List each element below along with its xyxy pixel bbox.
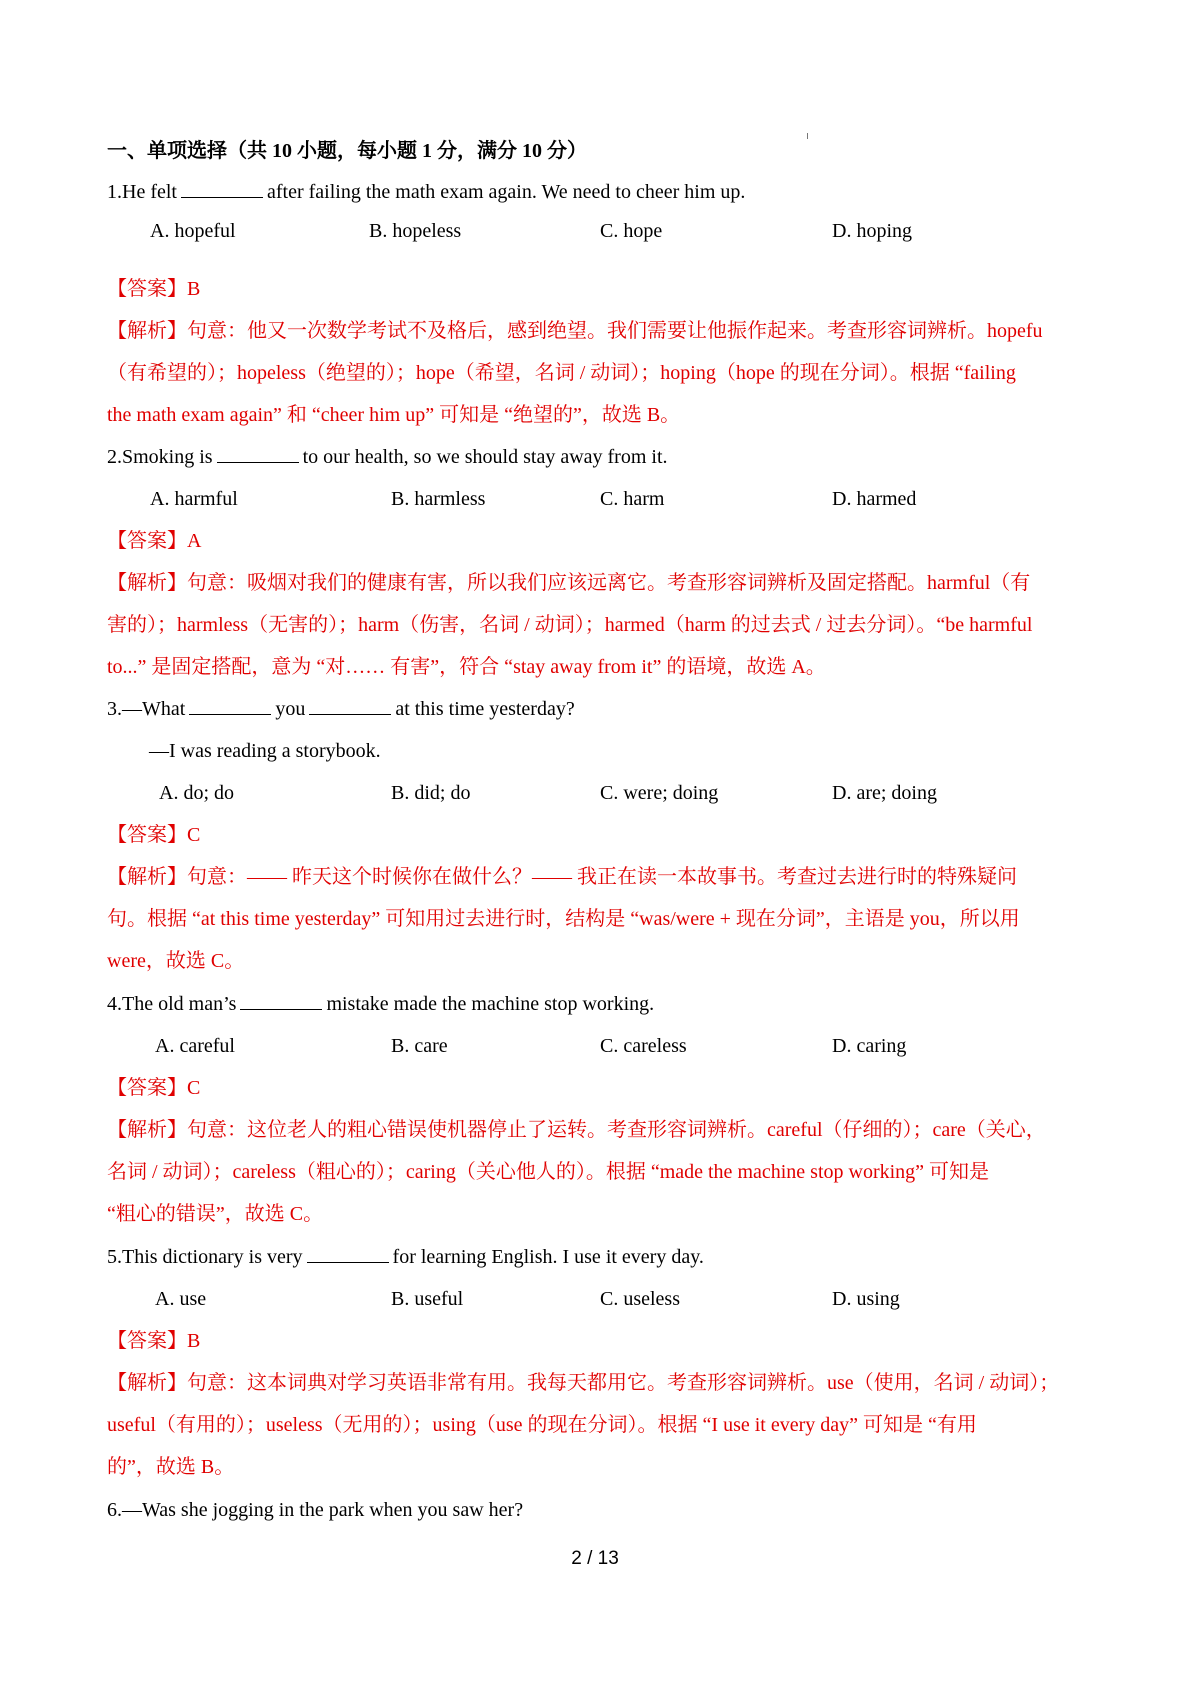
analysis-3-line-1: 【解析】句意：—— 昨天这个时候你在做什么？—— 我正在读一本故事书。考查过去进行时的特殊疑问 bbox=[107, 866, 1017, 888]
question-2 bbox=[107, 444, 668, 470]
option-b: B. harmless bbox=[391, 488, 486, 510]
question-text: to our health, so we should stay away from it. bbox=[302, 446, 668, 468]
question-text: for learning English. I use it every day. bbox=[392, 1246, 704, 1268]
analysis-4-line-1: 【解析】句意：这位老人的粗心错误使机器停止了运转。考查形容词辨析。careful（仔细的）；care（关心， bbox=[107, 1119, 1046, 1141]
option-c: C. hope bbox=[600, 220, 663, 242]
question-text: 2.Smoking is bbox=[107, 446, 213, 468]
analysis-1-line-2: （有希望的）；hopeless（绝望的）；hope（希望，名词 / 动词）；hoping（hope 的现在分词）。根据 “failing bbox=[107, 362, 1016, 384]
analysis-4-line-2: 名词 / 动词）；careless（粗心的）；caring（关心他人的）。根据 “made the machine stop working” 可知是 bbox=[107, 1161, 990, 1183]
answer-blank bbox=[309, 696, 391, 715]
option-c: C. were; doing bbox=[600, 782, 719, 804]
question-3-reply: —I was reading a storybook. bbox=[149, 740, 381, 762]
option-a: A. harmful bbox=[150, 488, 238, 510]
analysis-4-line-3: “粗心的错误”，故选 C。 bbox=[107, 1203, 324, 1225]
answer-3: 【答案】C bbox=[107, 824, 201, 846]
option-c: C. harm bbox=[600, 488, 665, 510]
question-text: 3.—What bbox=[107, 698, 186, 720]
question-text: at this time yesterday? bbox=[395, 698, 575, 720]
option-b: B. did; do bbox=[391, 782, 471, 804]
answer-2: 【答案】A bbox=[107, 530, 202, 552]
answer-blank bbox=[181, 179, 263, 198]
answer-4: 【答案】C bbox=[107, 1077, 201, 1099]
option-b: B. care bbox=[391, 1035, 448, 1057]
analysis-3-line-2: 句。根据 “at this time yesterday” 可知用过去进行时，结构是 “was/were + 现在分词”，主语是 you，所以用 bbox=[107, 908, 1020, 930]
question-6: 6.—Was she jogging in the park when you saw her? bbox=[107, 1499, 524, 1521]
question-4 bbox=[107, 991, 654, 1017]
option-a: A. careful bbox=[155, 1035, 235, 1057]
option-a: A. do; do bbox=[159, 782, 234, 804]
option-d: D. using bbox=[832, 1288, 900, 1310]
answer-blank bbox=[189, 696, 271, 715]
analysis-2-line-3: to...” 是固定搭配，意为 “对…… 有害”，符合 “stay away from it” 的语境，故选 A。 bbox=[107, 656, 826, 678]
page-mark bbox=[807, 133, 808, 139]
analysis-3-line-3: were，故选 C。 bbox=[107, 950, 245, 972]
analysis-1-line-3: the math exam again” 和 “cheer him up” 可知是 “绝望的”，故选 B。 bbox=[107, 404, 681, 426]
option-b: B. useful bbox=[391, 1288, 464, 1310]
question-1 bbox=[107, 179, 745, 205]
question-text: mistake made the machine stop working. bbox=[326, 993, 655, 1015]
question-5 bbox=[107, 1244, 704, 1270]
option-b: B. hopeless bbox=[369, 220, 462, 242]
answer-1: 【答案】B bbox=[107, 278, 201, 300]
option-d: D. harmed bbox=[832, 488, 917, 510]
answer-blank bbox=[240, 991, 322, 1010]
option-c: C. useless bbox=[600, 1288, 680, 1310]
answer-blank bbox=[217, 444, 299, 463]
option-a: A. use bbox=[155, 1288, 207, 1310]
answer-blank bbox=[307, 1244, 389, 1263]
analysis-1-line-1: 【解析】句意：他又一次数学考试不及格后，感到绝望。我们需要让他振作起来。考查形容词辨析。hopefu bbox=[107, 320, 1043, 342]
question-3 bbox=[107, 696, 575, 722]
analysis-2-line-1: 【解析】句意：吸烟对我们的健康有害，所以我们应该远离它。考查形容词辨析及固定搭配。harmful（有 bbox=[107, 572, 1031, 594]
question-text: after failing the math exam again. We need to cheer him up. bbox=[266, 181, 746, 203]
question-text: 1.He felt bbox=[107, 181, 177, 203]
analysis-5-line-2: useful（有用的）；useless（无用的）；using（use 的现在分词）。根据 “I use it every day” 可知是 “有用 bbox=[107, 1414, 977, 1436]
question-text: you bbox=[275, 698, 306, 720]
section-heading: 一、单项选择（共 10 小题，每小题 1 分，满分 10 分） bbox=[107, 140, 587, 162]
question-text: 5.This dictionary is very bbox=[107, 1246, 303, 1268]
option-d: D. caring bbox=[832, 1035, 907, 1057]
analysis-5-line-1: 【解析】句意：这本词典对学习英语非常有用。我每天都用它。考查形容词辨析。use（使用，名词 / 动词）； bbox=[107, 1372, 1060, 1394]
page-number: 2 / 13 bbox=[571, 1548, 619, 1569]
answer-5: 【答案】B bbox=[107, 1330, 201, 1352]
option-d: D. hoping bbox=[832, 220, 912, 242]
option-d: D. are; doing bbox=[832, 782, 937, 804]
analysis-5-line-3: 的”，故选 B。 bbox=[107, 1456, 235, 1478]
option-c: C. careless bbox=[600, 1035, 687, 1057]
option-a: A. hopeful bbox=[150, 220, 236, 242]
analysis-2-line-2: 害的）；harmless（无害的）；harm（伤害，名词 / 动词）；harmed（harm 的过去式 / 过去分词）。“be harmful bbox=[107, 614, 1033, 636]
question-text: 4.The old man’s bbox=[107, 993, 237, 1015]
